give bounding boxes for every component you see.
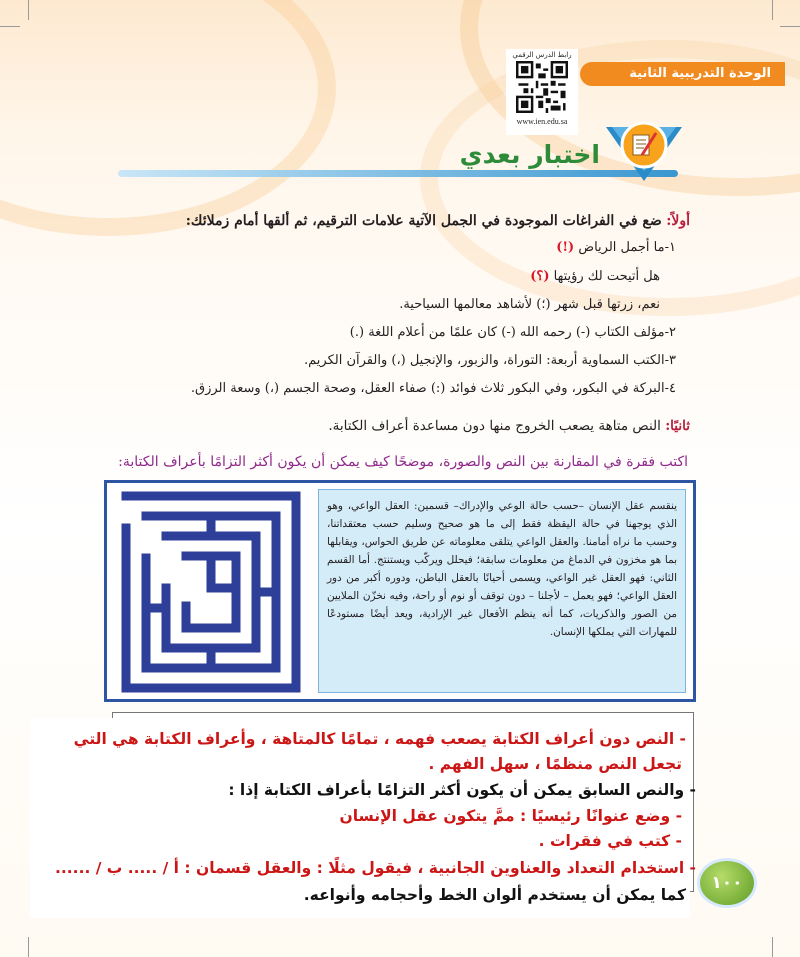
item-text: مؤلف الكتاب (-) رحمه الله (-) كان علمًا من أعلام اللغة (.) (349, 325, 665, 340)
pen-paper-icon (606, 115, 682, 181)
section-two-text: النص متاهة يصعب الخروج منها دون مساعدة أعراف الكتابة. (328, 418, 661, 434)
item-2 (350, 325, 676, 340)
page-number: ١٠٠ (697, 858, 757, 908)
answer-line-5: - كتب في فقرات . (538, 832, 682, 850)
answer-line-3: - والنص السابق يمكن أن يكون أكثر التزامًا بأعراف الكتابة إذا : (228, 781, 696, 799)
item-text: البركة في البكور، وفي البكور ثلاث فوائد (:) صفاء العقل، وصحة الجسم (،) وسعة الرزق. (190, 381, 665, 396)
qr-url[interactable]: www.ien.edu.sa (516, 117, 568, 126)
qr-code-icon (516, 61, 568, 113)
reading-passage: ينقسم عقل الإنسان –حسب حالة الوعي والإدراك– قسمين: العقل الواعي، وهو الذي يوجهنا في حالة اليقظة فقط إلى ما هو صحيح وسليم حسب معتقداتنا، وحسب ما نراه أمامنا. والعقل الواعي يتلقى معلوماته عن طريق الحواس، ويقابلها بما هو مخزون في الدماغ من معلومات سابقة؛ فيحلل ويركّب ويستنتج. أما القسم الثاني: فهو العقل غير الواعي، ويسمى أحيانًا بالعقل الباطن، ودوره أكبر من دور العقل الواعي؛ فهو يعمل – لأجلنا – دون توقف أو نوم أو راحة، وفيه نخزّن الملايين من الصور والذكريات، كما أنه ينظم الأفعال غير الإرادية، ويعد أيضًا مستودعًا للمهارات التي يملكها الإنسان. (327, 500, 677, 638)
qr-caption: رابط الدرس الرقمي (512, 51, 572, 59)
section-one-heading (186, 213, 690, 229)
writing-instruction: اكتب فقرة في المقارنة بين النص والصورة، موضحًا كيف يمكن أن يكون أكثر التزامًا بأعراف الكتابة: (118, 454, 688, 470)
item-number: ١- (664, 240, 676, 255)
answer-line-6: - استخدام التعداد والعناوين الجانبية ، فيقول مثلًا : والعقل قسمان : أ / ..... ب / ...... (55, 859, 696, 877)
item-text: هل أتيحت لك رؤيتها (553, 269, 660, 284)
item-text: ما أجمل الرياض (578, 240, 665, 255)
item-1b (530, 269, 660, 284)
item-number: ٣- (664, 353, 676, 368)
section-two-label: ثانيًا: (665, 418, 690, 434)
title-underline (118, 170, 678, 177)
section-one-instruction: ضع في الفراغات الموجودة في الجمل الآتية علامات الترقيم، ثم ألقها أمام زملائك: (185, 213, 662, 229)
section-two (328, 418, 690, 434)
answer-line-2: تجعل النص منظمًا ، سهل الفهم . (428, 755, 682, 773)
item-text: الكتب السماوية أربعة: التوراة، والزبور، والإنجيل (،) والقرآن الكريم. (304, 353, 665, 368)
punctuation-answer: (؟) (530, 269, 550, 284)
item-1c: نعم، زرتها قبل شهر (؛) لأشاهد معالمها السياحية. (399, 297, 660, 312)
item-number: ٢- (664, 325, 676, 340)
maze-image (118, 488, 304, 696)
answer-line-7: كما يمكن أن يستخدم ألوان الخط وأحجامه وأنواعه. (303, 886, 686, 904)
answer-line-4: - وضع عنوانًا رئيسيًا : ممَّ يتكون عقل الإنسان (339, 807, 682, 825)
item-number: ٤- (664, 381, 676, 396)
qr-code-block[interactable] (506, 49, 578, 135)
unit-label: الوحدة التدريبية الثانية (580, 62, 785, 86)
punctuation-answer: (!) (556, 240, 575, 255)
item-4 (191, 381, 676, 396)
reading-passage-box (318, 489, 686, 693)
answer-line-1: - النص دون أعراف الكتابة يصعب فهمه ، تمامًا كالمتاهة ، وأعراف الكتابة هي التي (73, 730, 686, 748)
page-title: اختبار بعدي (459, 140, 600, 169)
item-1 (556, 240, 676, 255)
item-3 (304, 353, 676, 368)
section-one-label: أولاً: (666, 213, 690, 229)
